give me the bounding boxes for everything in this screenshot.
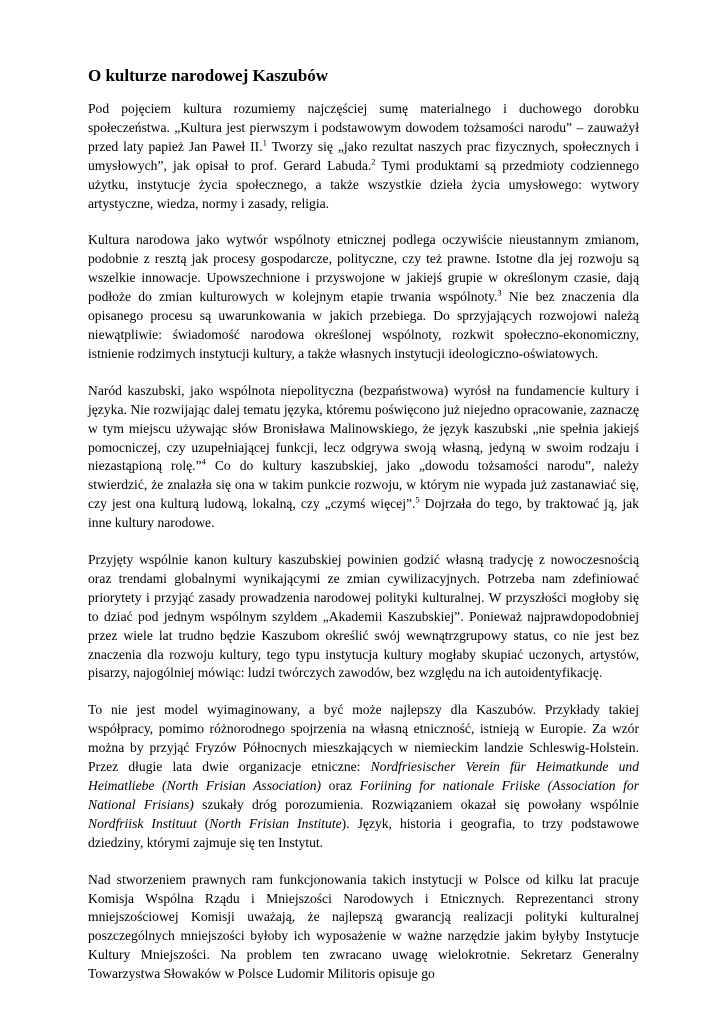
text: Nie bez znaczenia dla opisanego procesu są uwarunkowania w jakich przebiega. Do sprzyjających rozwojowi należą niewątpliwie: świadomość narodowa określonej wspólnoty, rozkwit społeczno-ekonomiczny, istnienie rodzimych instytucji kultury, a także własnych instytucji ideologiczno-oświatowych. xyxy=(88,289,640,361)
paragraph-5 xyxy=(88,701,639,852)
document-title: O kulturze narodowej Kaszubów xyxy=(88,66,329,85)
text: To nie jest model wyimaginowany, a być może najlepszy dla Kaszubów. Przykłady takiej współpracy, pomimo różnorodnego spojrzenia na własną etniczność, istnieją w Europie. Za wzór można by przyjąć Fryzów Północnych mieszkających w niemieckim landzie Schleswig-Holstein. Przez długie lata dwie organizacje etniczne: xyxy=(88,702,639,775)
document-page xyxy=(88,66,639,1002)
text: oraz xyxy=(321,778,360,793)
footnote-ref-1[interactable]: 1 xyxy=(262,137,267,148)
text: ). Język, historia i geografia, to trzy podstawowe dziedziny, którymi zajmuje się ten Instytut. xyxy=(88,815,640,850)
text: Kultura narodowa jako wytwór wspólnoty etnicznej podlega oczywiście nieustannym zmianom, podobnie z resztą jak procesy gospodarcze, polityczne, czy też prawne. Istotne dla jej rozwoju są wszelkie innowacje. Upowszechnione i przyswojone w jakiejś grupie w określonym czasie, dają podłoże do zmian kulturowych w kolejnym etapie trwania wspólnoty. xyxy=(88,232,639,305)
organization-name-italic: Nordfriesischer Verein für Heimatkunde und Heimatliebe (North Frisian Association) xyxy=(88,759,639,793)
text: Przyjęty wspólnie kanon kultury kaszubskiej powinien godzić własną tradycję z nowoczesnością oraz trendami globalnymi wynikającymi ze zmian cywilizacyjnych. Potrzeba nam zdefiniować priorytety i przyjąć zasady prowadzenia narodowej polityki kulturalnej. W przyszłości mogłoby się to dziać pod jednym wspólnym szyldem „Akademii Kaszubskiej”. Ponieważ najprawdopodobniej przez wiele lat trudno będzie Kaszubom określić swój wewnątrzgrupowy status, co nie jest bez znaczenia dla rozwoju kultury, tego typu instytucja kultury mogłaby skupiać uczonych, artystów, pisarzy, najogólniej mówiąc: ludzi twórczych zawodów, bez względu na ich autoidentyfikację. xyxy=(88,552,639,681)
text: szukały dróg porozumienia. Rozwiązaniem okazał się powołany wspólnie xyxy=(193,796,639,812)
footnote-ref-2[interactable]: 2 xyxy=(371,156,376,167)
paragraph-2 xyxy=(88,231,639,363)
paragraph-6 xyxy=(88,871,639,984)
institute-name-italic: Nordfriisk Instituut xyxy=(88,815,197,831)
text: Tworzy się „jako rezultat naszych prac fizycznych, społecznych i umysłowych”, jak opisał to prof. Gerard Labuda. xyxy=(88,138,639,173)
paragraph-4 xyxy=(88,551,639,683)
text: Co do kultury kaszubskiej, jako „dowodu tożsamości narodu”, należy stwierdzić, że znalazła się ona w takim punkcie rozwoju, w którym nie wypada już zastanawiać się, czy jest ona kulturą ludową, lokalną, czy „czymś więcej”. xyxy=(88,458,639,512)
text: Nad stworzeniem prawnych ram funkcjonowania takich instytucji w Polsce od kilku lat pracuje Komisja Wspólna Rządu i Mniejszości Narodowych i Etnicznych. Reprezentanci strony mniejszościowej Komisji uważają, że najlepszą gwarancją realizacji polityki kulturalnej poszczególnych mniejszości byłoby ich wyposażenie w ważne narzędzie jakim byłyby Instytucje Kultury Mniejszości. Na problem ten zwracano uwagę wielokrotnie. Sekretarz Generalny Towarzystwa Słowaków w Polsce Ludomir Militoris opisuje go xyxy=(88,871,639,982)
footnote-ref-4[interactable]: 4 xyxy=(201,456,206,467)
organization-name-italic: Foriining for nationale Friiske (Association for National Frisians) xyxy=(88,778,639,812)
footnote-ref-5[interactable]: 5 xyxy=(415,494,420,505)
footnote-ref-3[interactable]: 3 xyxy=(497,287,502,298)
paragraph-1 xyxy=(88,100,639,213)
text: Tymi produktami są przedmioty codziennego użytku, instytucje życia społecznego, a także wszystkie dzieła życia umysłowego: wytwory artystyczne, wiedza, normy i zasady, religia. xyxy=(88,157,639,211)
text: Pod pojęciem kultura rozumiemy najczęściej sumę materialnego i duchowego dorobku społeczeństwa. „Kultura jest pierwszym i podstawowym dowodem tożsamości narodu” – zauważył przed laty papież Jan Paweł II. xyxy=(88,101,639,154)
paragraph-3 xyxy=(88,382,639,533)
text: ( xyxy=(196,815,210,831)
text: Dojrzała do tego, by traktować ją, jak inne kultury narodowe. xyxy=(88,496,639,531)
text: Naród kaszubski, jako wspólnota niepolityczna (bezpaństwowa) wyrósł na fundamencie kultury i języka. Nie rozwijając dalej tematu języka, któremu poświęcono już niejedno opracowanie, zaznaczę w tym miejscu używając słów Bronisława Malinowskiego, że język kaszubski „nie spełnia jakiejś pomocniczej, czy uzupełniającej funkcji, lecz odgrywa swoją własną, jedyną w swoim rodzaju i niezastąpioną rolę.” xyxy=(88,382,639,474)
institute-name-english-italic: North Frisian Institute xyxy=(209,815,342,831)
